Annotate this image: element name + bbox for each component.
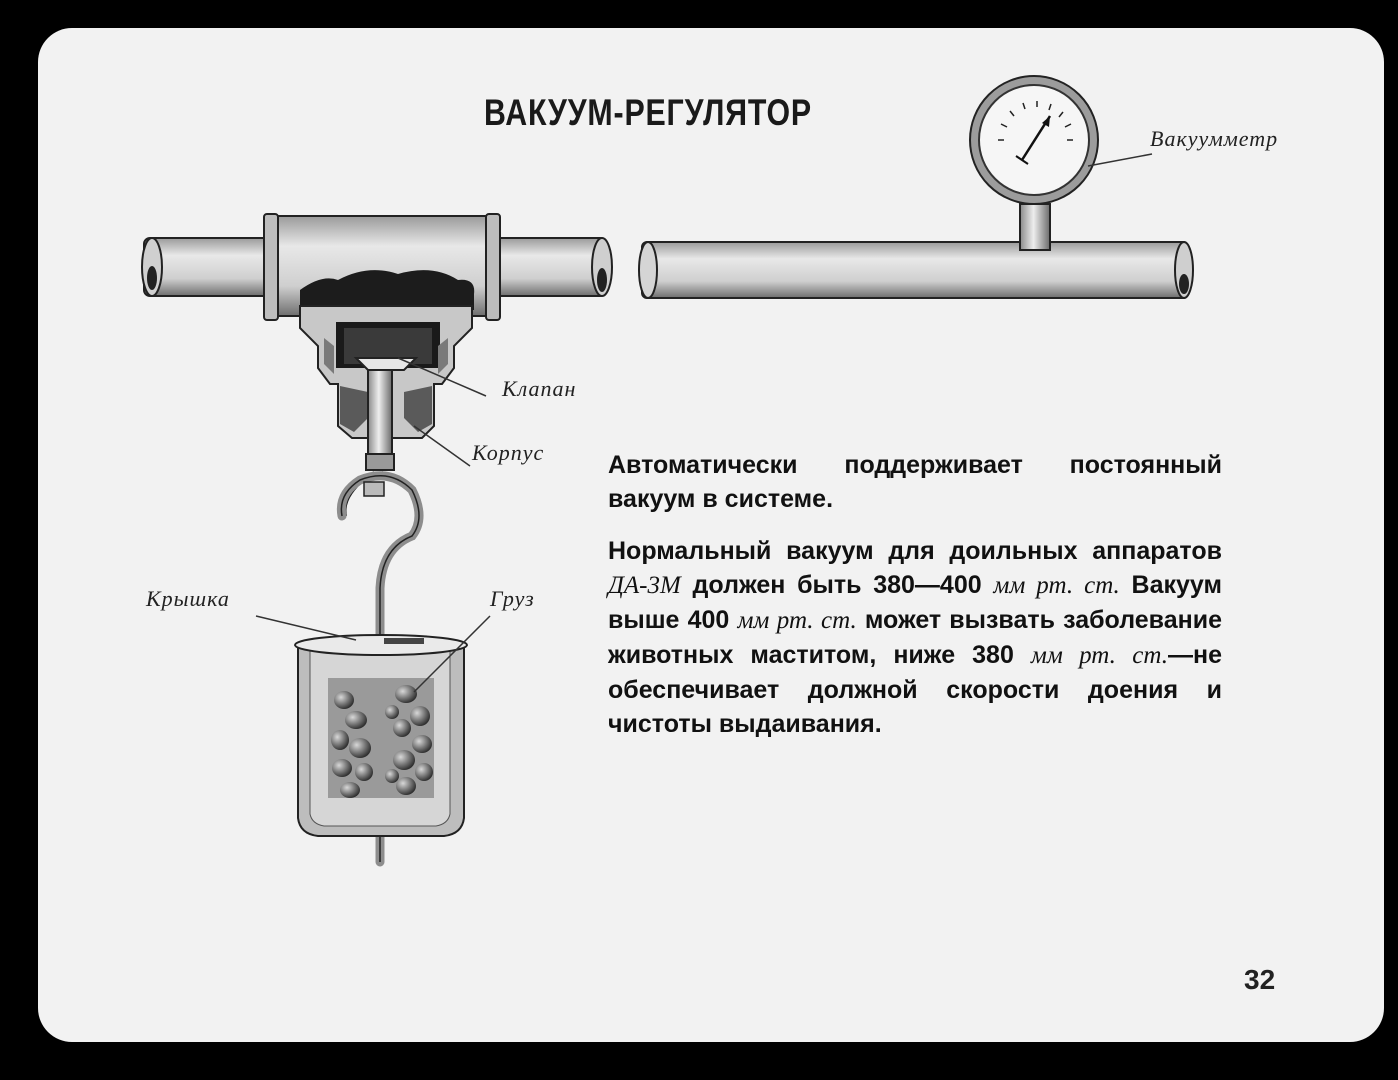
label-vacuummeter: Вакуумметр xyxy=(1150,126,1279,151)
label-valve: Клапан xyxy=(502,376,577,401)
p2-unit-1: мм рт. ст. xyxy=(993,572,1120,599)
page-title: ВАКУУМ-РЕГУЛЯТОР xyxy=(484,92,812,133)
p2-text-1: Нормальный вакуум для доильных аппаратов xyxy=(608,537,1222,565)
label-lid: Крышка xyxy=(146,586,230,611)
label-weight: Груз xyxy=(490,586,535,611)
page-number: 32 xyxy=(1244,964,1276,995)
regulator-pipe xyxy=(142,214,612,320)
p2-text-3: Вакуум выше 400 xyxy=(608,571,1222,634)
p2-model: ДА-3М xyxy=(608,572,681,599)
label-body: Корпус xyxy=(472,440,545,465)
slide xyxy=(38,28,1384,1042)
p2-text-2: должен быть 380—400 xyxy=(680,571,994,599)
vacuummeter-gauge xyxy=(970,76,1098,204)
p2-text-4: может вызвать заболевание животных маститом, ниже 380 xyxy=(608,606,1222,669)
description-paragraph-1: Автоматически поддерживает постоянный вакуум в системе. xyxy=(608,451,1222,513)
p2-unit-2: мм рт. ст. xyxy=(737,607,857,634)
main-pipe xyxy=(639,204,1193,298)
p2-unit-3: мм рт. ст. xyxy=(1030,642,1168,669)
p2-text-5: —не обеспечивает должной скорости доения и чистоты выдаивания. xyxy=(608,641,1222,738)
description-paragraph-2 xyxy=(608,534,1222,741)
